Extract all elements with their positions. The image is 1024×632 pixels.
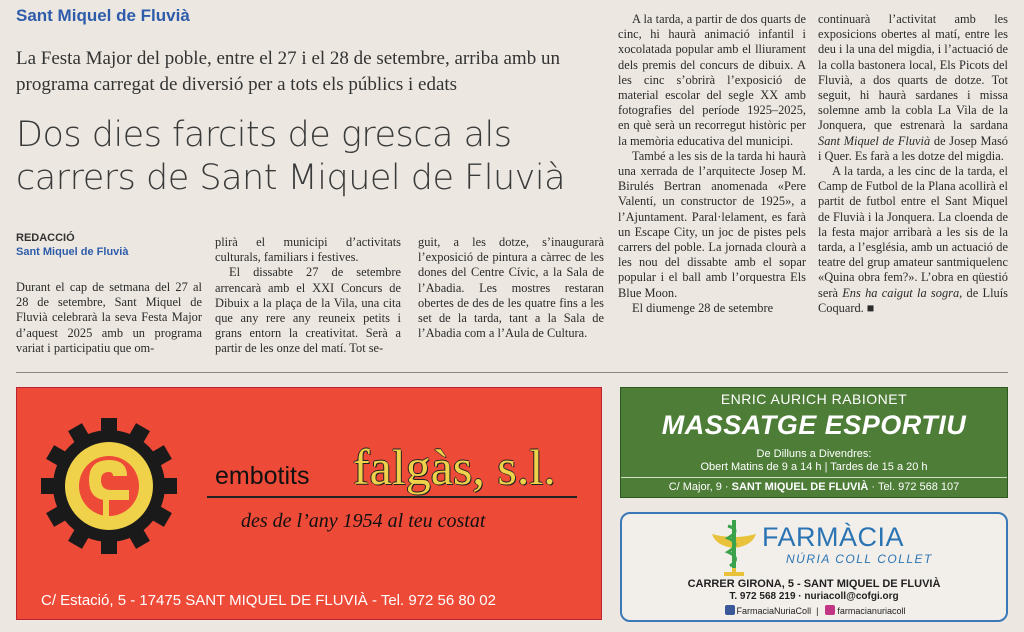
author-location: Sant Miquel de Fluvià <box>16 246 129 258</box>
article-column-3 <box>418 235 604 341</box>
brand-word-embotits: embotits <box>215 462 310 490</box>
ad-farmacia[interactable] <box>620 512 1008 622</box>
article-column-4 <box>618 12 806 316</box>
ad-title: MASSATGE ESPORTIU <box>661 410 967 440</box>
ad-slogan: des de l’any 1954 al teu costat <box>241 510 486 532</box>
article-subtitle: La Festa Major del poble, entre el 27 i el 28 de setembre, arriba amb un programa carregat de diversió per a tots els públics i edats <box>16 48 560 95</box>
ad-days: De Dilluns a Divendres: <box>756 448 872 460</box>
instagram-handle[interactable]: farmacianuriacoll <box>837 606 906 616</box>
ad-address: CARRER GIRONA, 5 - SANT MIQUEL DE FLUVIÀ <box>687 578 941 590</box>
caduceus-icon <box>708 516 760 578</box>
paragraph: El dissabte 27 de setembre arrencarà amb el XXI Concurs de Dibuix a la plaça de la Vila, una cita que any rere any reuneix petits i grans entorn la creativitat. Serà a partir de les onze del matí. Tot se- <box>215 265 401 356</box>
ad-divider <box>621 477 1007 478</box>
ad-owner-name: ENRIC AURICH RABIONET <box>720 391 908 407</box>
facebook-icon <box>725 605 735 615</box>
ad-address: C/ Estació, 5 - 17475 SANT MIQUEL DE FLUVIÀ - Tel. 972 56 80 02 <box>41 592 496 609</box>
paragraph: continuarà l’activitat amb les exposicions obertes al matí, entre les deu i la una del migdia, i l’actuació de la colla bastonera local, Els Picots del Fluvià, a dos quarts de dotze. Tot seguit, hi haurà sardanes i missa solemne amb la cobla La Vila de la Jonquera, que estrenarà la sardana Sant Miquel de Fluvià de Josep Masó i Quer. Es farà a les dotze del migdia. <box>818 12 1008 163</box>
section-label: Sant Miquel de Fluvià <box>16 6 190 25</box>
gear-logo-icon <box>41 418 177 554</box>
ad-massatge[interactable] <box>620 387 1008 498</box>
article-column-1 <box>16 280 202 356</box>
ad-falgas[interactable] <box>16 387 602 620</box>
paragraph: plirà el municipi d’activitats culturals, familiars i festives. <box>215 235 401 265</box>
paragraph: Durant el cap de setmana del 27 al 28 de setembre, Sant Miquel de Fluvià celebrarà la seva Festa Major d’aquest 2025 amb un programa variat i participatiu que om- <box>16 280 202 355</box>
ad-hours: Obert Matins de 9 a 14 h | Tardes de 15 a 20 h <box>700 461 928 473</box>
end-mark: ■ <box>866 300 875 315</box>
author-credit: REDACCIÓ <box>16 232 75 244</box>
paragraph: El diumenge 28 de setembre <box>632 300 774 315</box>
article-column-2 <box>215 235 401 357</box>
paragraph: A la tarda, a partir de dos quarts de cinc, hi haurà animació infantil i xocolatada popular amb el lliurament dels premis del concurs de dibuix. A les cinc s’obrirà l’exposició de material escolar del segle XX amb fotografies del període 1925–2025, en què serà un recorregut històric per la memòria educativa del municipi. <box>618 12 806 148</box>
facebook-handle[interactable]: FarmaciaNuriaColl <box>736 606 812 616</box>
brand-underline <box>207 496 577 498</box>
article-headline: Dos dies farcits de gresca als carrers de Sant Miquel de Fluvià <box>16 115 566 198</box>
brand-word-falgas: falgàs, s.l. <box>353 439 556 495</box>
ad-contact: T. 972 568 219 · nuriacoll@cofgi.org <box>729 591 899 602</box>
ad-title: FARMÀCIA <box>762 522 905 552</box>
instagram-icon <box>825 605 835 615</box>
section-divider <box>16 372 1008 373</box>
social-links: FarmaciaNuriaColl | farmacianuriacoll <box>622 605 1006 616</box>
paragraph: guit, a les dotze, s’inaugurarà l’exposició de pintura a càrrec de les dones del Centre Cívic, a la Sala de l’Abadia. Les mostres restaran obertes de des de les quatre fins a les set de la tarda, tant a la Sala de l’Abadia com a l’Aula de Cultura. <box>418 235 604 341</box>
paragraph: A la tarda, a les cinc de la tarda, el Camp de Futbol de la Plana acollirà el partit de futbol entre el Sant Miquel de Fluvià i la Jonquera. La cloenda de la festa major arribarà a les sis de la tarda, a l’església, amb un actuació de teatre del grup amateur santmiquelenc «Quina obra fem?». L’obra en qüestió serà Ens ha caigut la sogra, de Lluís Coquard. ■ <box>818 164 1008 315</box>
paragraph: També a les sis de la tarda hi haurà una xerrada de l’arquitecte Josep M. Birulés Bertran anomenada «Pere Valentí, un constructor de 1925», a l’Ajuntament. Paral·lelament, es farà un Escape City, un joc de pistes pels carrers del poble. La jornada clourà a les nou del dissabte amb el sopar popular i el ball amb l’orquestra Els Blue Moon. <box>618 148 806 300</box>
ad-subtitle: NÚRIA COLL COLLET <box>786 552 933 566</box>
ad-address: C/ Major, 9 · SANT MIQUEL DE FLUVIÀ · Tel. 972 568 107 <box>668 481 960 493</box>
article-column-5 <box>818 12 1008 316</box>
